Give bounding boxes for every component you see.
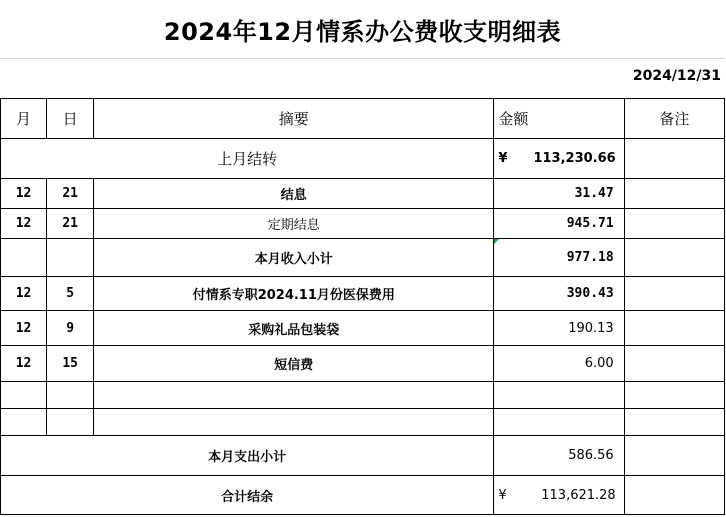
cell-comment-marker [494,239,499,244]
expense-subtotal-row [1,436,725,476]
currency-symbol: ¥ [498,151,508,166]
note-cell[interactable] [624,311,724,346]
table-row [1,209,725,239]
note-cell[interactable] [624,277,724,311]
note-cell[interactable] [624,346,724,382]
header-month[interactable]: 月 [1,99,47,139]
header-note[interactable]: 备注 [624,99,724,139]
month-cell[interactable]: 12 [1,179,47,209]
header-row [1,99,725,139]
title-row [0,0,725,59]
note-cell[interactable] [624,139,724,179]
day-cell[interactable] [47,409,94,436]
empty-row [1,382,725,409]
amount-cell[interactable]: 6.00 [494,346,624,382]
note-cell[interactable] [624,209,724,239]
day-cell[interactable]: 15 [47,346,94,382]
note-cell[interactable] [624,409,724,436]
carry-forward-amount: 113,230.66 [533,151,616,166]
currency-symbol: ¥ [498,487,507,503]
month-cell[interactable]: 12 [1,346,47,382]
day-cell[interactable]: 5 [47,277,94,311]
day-cell[interactable]: 9 [47,311,94,346]
balance-amount: 113,621.28 [541,487,616,503]
balance-amount-cell[interactable] [494,476,624,515]
table-row [1,277,725,311]
month-cell[interactable]: 12 [1,311,47,346]
amount-cell[interactable]: 390.43 [494,277,624,311]
ledger-table [0,98,725,515]
day-cell[interactable] [47,239,94,277]
summary-cell[interactable]: 采购礼品包装袋 [94,311,494,346]
day-cell[interactable] [47,382,94,409]
income-subtotal-label[interactable]: 本月收入小计 [94,239,494,277]
month-cell[interactable] [1,409,47,436]
report-date: 2024/12/31 [632,68,721,84]
summary-cell[interactable]: 结息 [94,179,494,209]
day-cell[interactable]: 21 [47,179,94,209]
header-summary[interactable]: 摘要 [94,99,494,139]
header-amount[interactable]: 金额 [494,99,624,139]
expense-subtotal-amount[interactable]: 586.56 [494,436,624,476]
note-cell[interactable] [624,239,724,277]
day-cell[interactable]: 21 [47,209,94,239]
carry-forward-row [1,139,725,179]
expense-subtotal-label[interactable]: 本月支出小计 [1,436,494,476]
table-row [1,346,725,382]
month-cell[interactable] [1,239,47,277]
note-cell[interactable] [624,382,724,409]
month-cell[interactable]: 12 [1,277,47,311]
summary-cell[interactable] [94,409,494,436]
income-subtotal-amount-cell[interactable] [494,239,624,277]
note-cell[interactable] [624,436,724,476]
balance-label[interactable]: 合计结余 [1,476,494,515]
summary-cell[interactable]: 短信费 [94,346,494,382]
table-row [1,179,725,209]
income-subtotal-row [1,239,725,277]
date-row [0,58,725,99]
amount-cell[interactable]: 945.71 [494,209,624,239]
note-cell[interactable] [624,476,724,515]
sheet-title: 2024年12月情系办公费收支明细表 [163,17,562,46]
carry-forward-label[interactable]: 上月结转 [1,139,494,179]
amount-cell[interactable]: 190.13 [494,311,624,346]
amount-cell[interactable]: 31.47 [494,179,624,209]
income-subtotal-amount: 977.18 [566,250,614,265]
header-day[interactable]: 日 [47,99,94,139]
empty-row [1,409,725,436]
carry-forward-amount-cell[interactable] [494,139,624,179]
month-cell[interactable] [1,382,47,409]
summary-cell[interactable]: 定期结息 [94,209,494,239]
summary-cell[interactable] [94,382,494,409]
table-row [1,311,725,346]
month-cell[interactable]: 12 [1,209,47,239]
amount-cell[interactable] [494,409,624,436]
amount-cell[interactable] [494,382,624,409]
balance-row [1,476,725,515]
note-cell[interactable] [624,179,724,209]
summary-cell[interactable]: 付情系专职2024.11月份医保费用 [94,277,494,311]
